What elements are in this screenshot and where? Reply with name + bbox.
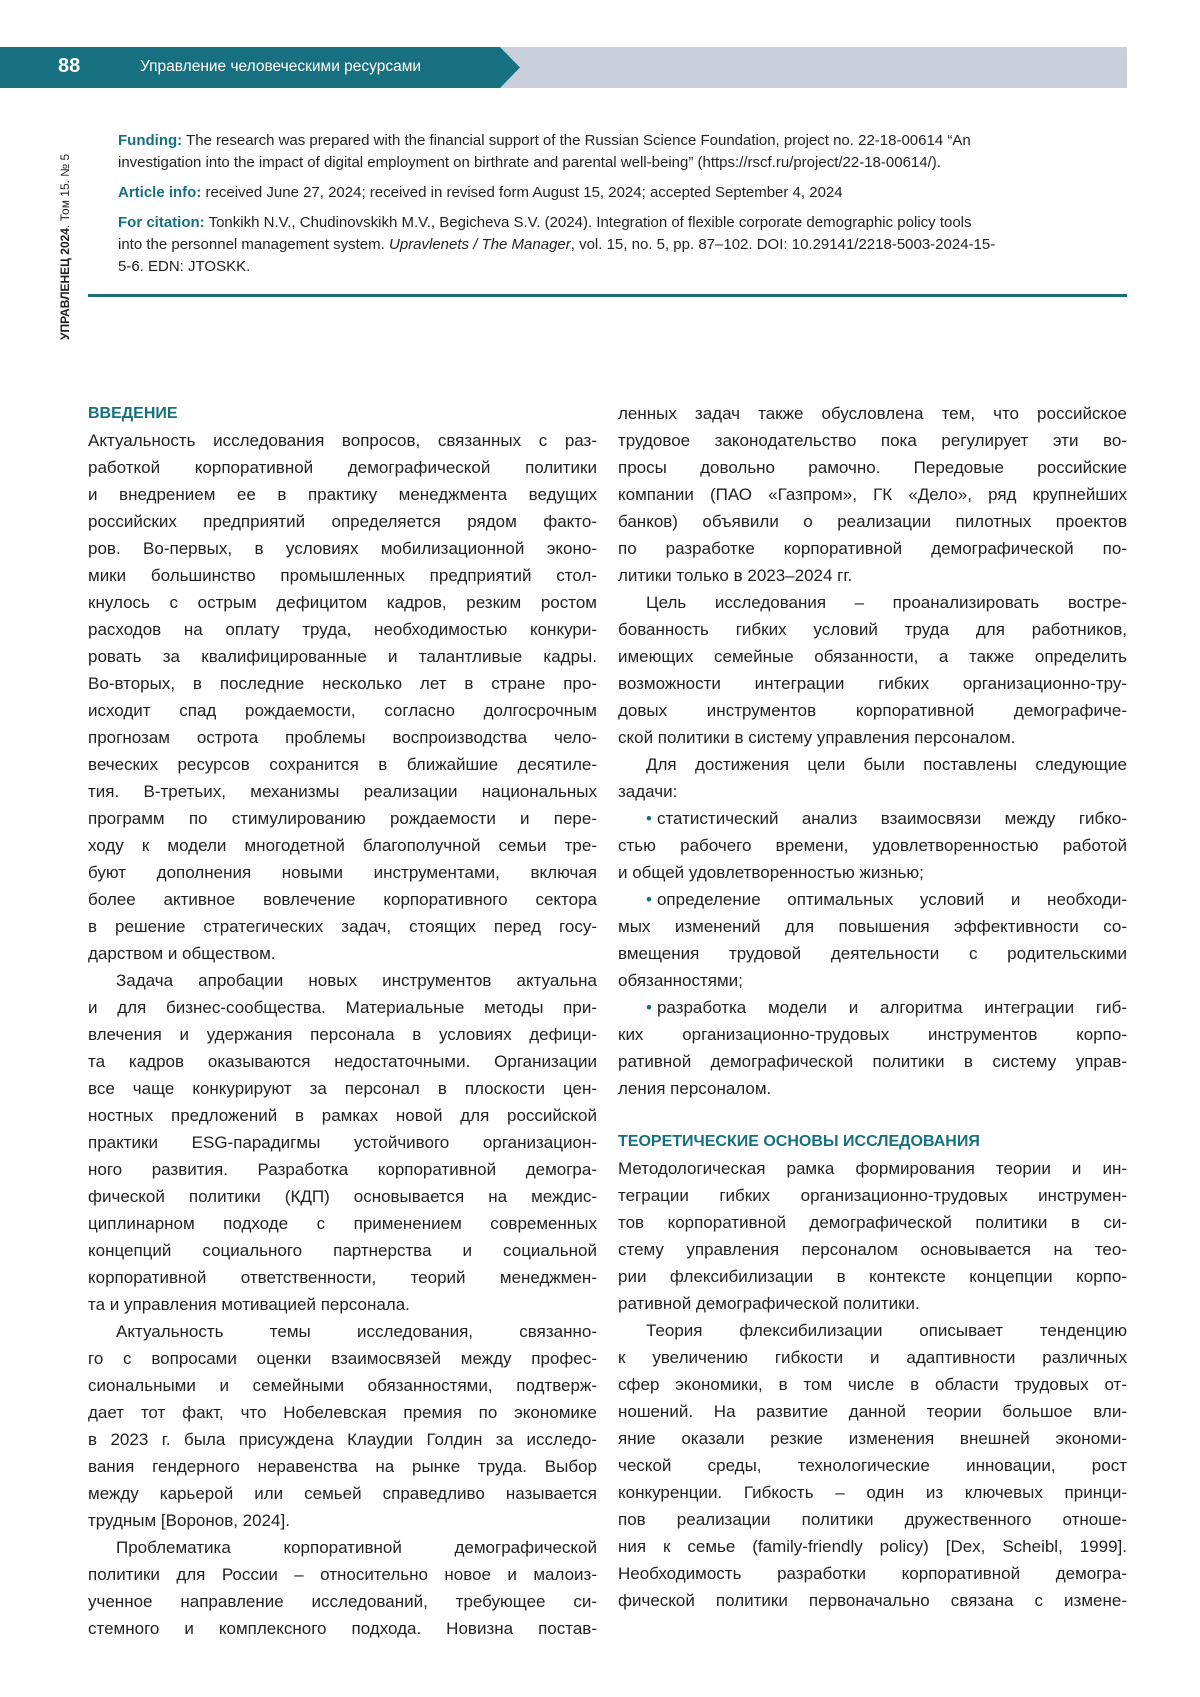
- bullet-item: [618, 886, 1127, 994]
- text-line: тия. В-третьих, механизмы реализации национальных: [88, 778, 597, 805]
- text-line: дает тот факт, что Нобелевская премия по экономике: [88, 1399, 597, 1426]
- text-line: вания гендерного неравенства на рынке труда. Выбор: [88, 1453, 597, 1480]
- journal-side-label: [58, 115, 72, 340]
- journal-issue: . Том 15. № 5: [58, 154, 72, 228]
- text-line: Теория флексибилизации описывает тенденцию: [618, 1317, 1127, 1344]
- paragraph: [618, 400, 1127, 589]
- bullet-icon: •: [646, 890, 652, 909]
- text-line: Актуальность исследования вопросов, связанных с раз-: [88, 427, 597, 454]
- text-line: пов реализации политики дружественного отноше-: [618, 1506, 1127, 1533]
- text-line: имеющих семейные обязанности, а также определить: [618, 643, 1127, 670]
- bullet-text: определение оптимальных условий и необходи-: [657, 890, 1127, 909]
- text-line: стемного и комплексного подхода. Новизна постав-: [88, 1615, 597, 1642]
- text-line: к увеличению гибкости и адаптивности различных: [618, 1344, 1127, 1371]
- text-line: российских предприятий определяется рядом факто-: [88, 508, 597, 535]
- text-line: бованность гибких условий труда для работников,: [618, 616, 1127, 643]
- funding-text: The research was prepared with the financial support of the Russian Science Foundation, project no. 22-18-00614 “An: [186, 132, 971, 149]
- text-line: работкой корпоративной демографической политики: [88, 454, 597, 481]
- text-line: ученное направление исследований, требующее си-: [88, 1588, 597, 1615]
- text-line: Для достижения цели были поставлены следующие: [618, 751, 1127, 778]
- text-line: рии флексибилизации в контексте концепции корпо-: [618, 1263, 1127, 1290]
- spacer: [618, 1102, 1127, 1128]
- text-line: мых изменений для повышения эффективности со-: [618, 913, 1127, 940]
- text-line: Во-вторых, в последние несколько лет в стране про-: [88, 670, 597, 697]
- text-line: Проблематика корпоративной демографической: [88, 1534, 597, 1561]
- paragraph: [88, 1534, 597, 1642]
- text-line: вмещения трудовой деятельности с родительскими: [618, 940, 1127, 967]
- text-line: и внедрением ее в практику менеджмента ведущих: [88, 481, 597, 508]
- text-line: исходит спад рождаемости, согласно долгосрочным: [88, 697, 597, 724]
- text-line: Методологическая рамка формирования теории и ин-: [618, 1155, 1127, 1182]
- text-line: расходов на оплату труда, необходимостью конкури-: [88, 616, 597, 643]
- journal-year: УПРАВЛЕНЕЦ 2024: [58, 228, 72, 340]
- text-line: возможности интеграции гибких организационно-тру-: [618, 670, 1127, 697]
- text-line: [618, 805, 1127, 832]
- page-number: 88: [58, 55, 80, 78]
- text-line: ративной демографической политики.: [618, 1290, 1127, 1317]
- text-line: ностных предложений в рамках новой для российской: [88, 1102, 597, 1129]
- text-line: в 2023 г. была присуждена Клаудии Голдин за исследо-: [88, 1426, 597, 1453]
- text-line: практики ESG-парадигмы устойчивого организацион-: [88, 1129, 597, 1156]
- text-line: ного развития. Разработка корпоративной демогра-: [88, 1156, 597, 1183]
- text-line: фической политики (КДП) основывается на междис-: [88, 1183, 597, 1210]
- text-line: Задача апробации новых инструментов актуальна: [88, 967, 597, 994]
- text-line: ких организационно-трудовых инструментов корпо-: [618, 1021, 1127, 1048]
- text-line: трудовое законодательство пока регулирует эти во-: [618, 427, 1127, 454]
- text-line: по разработке корпоративной демографической по-: [618, 535, 1127, 562]
- bullet-icon: •: [646, 998, 652, 1017]
- text-line: литики только в 2023–2024 гг.: [618, 562, 1127, 589]
- text-line: ровать за квалифицированные и талантливые кадры.: [88, 643, 597, 670]
- text-line: фической политики первоначально связана с измене-: [618, 1587, 1127, 1614]
- text-line: политики для России – относительно новое и малоиз-: [88, 1561, 597, 1588]
- text-line: Актуальность темы исследования, связанно-: [88, 1318, 597, 1345]
- journal-name: Upravlenets / The Manager: [389, 236, 571, 253]
- text-line: ративной демографической политики в систему управ-: [618, 1048, 1127, 1075]
- text-line: влечения и удержания персонала в условиях дефици-: [88, 1021, 597, 1048]
- text-line: буют дополнения новыми инструментами, включая: [88, 859, 597, 886]
- text-line: сиональными и семейными обязанностями, подтверж-: [88, 1372, 597, 1399]
- header-band: [480, 47, 1127, 88]
- text-line: ходу к модели многодетной благополучной семьи тре-: [88, 832, 597, 859]
- right-column: [618, 400, 1127, 1614]
- text-line: теграции гибких организационно-трудовых инструмен-: [618, 1182, 1127, 1209]
- text-line: ческой среды, технологические инновации, рост: [618, 1452, 1127, 1479]
- paragraph: [618, 1317, 1127, 1614]
- text-line: го с вопросами оценки взаимосвязей между профес-: [88, 1345, 597, 1372]
- text-line: мики большинство промышленных предприятий стол-: [88, 562, 597, 589]
- bullet-item: [618, 994, 1127, 1102]
- text-line: стью рабочего времени, удовлетворенностью работой: [618, 832, 1127, 859]
- text-line: ношений. На развитие данной теории большое вли-: [618, 1398, 1127, 1425]
- text-line: стему управления персоналом основывается на тео-: [618, 1236, 1127, 1263]
- paragraph: [618, 1155, 1127, 1317]
- text-line: тов корпоративной демографической политики в си-: [618, 1209, 1127, 1236]
- paragraph: [88, 427, 597, 967]
- citation-label: For citation:: [118, 214, 205, 231]
- funding-text: investigation into the impact of digital employment on birthrate and parental well-being” (https://rscf.ru/project/22-18-00614/).: [118, 152, 1118, 174]
- section-heading: ВВЕДЕНИЕ: [88, 400, 597, 427]
- funding-label: Funding:: [118, 132, 182, 149]
- text-line: задачи:: [618, 778, 1127, 805]
- text-line: компании (ПАО «Газпром», ГК «Дело», ряд крупнейших: [618, 481, 1127, 508]
- text-line: банков) объявили о реализации пилотных проектов: [618, 508, 1127, 535]
- paragraph: [618, 589, 1127, 751]
- citation-text: 5-6. EDN: JTOSKK.: [118, 256, 1118, 278]
- text-line: и для бизнес-сообщества. Материальные методы при-: [88, 994, 597, 1021]
- text-line: в решение стратегических задач, стоящих перед госу-: [88, 913, 597, 940]
- text-line: циплинарном подходе с применением современных: [88, 1210, 597, 1237]
- section-title: Управление человеческими ресурсами: [140, 58, 421, 76]
- text-line: трудным [Воронов, 2024].: [88, 1507, 597, 1534]
- citation-text: Tonkikh N.V., Chudinovskikh M.V., Begicheva S.V. (2024). Integration of flexible corporate demographic policy tools: [209, 214, 972, 231]
- text-line: ленных задач также обусловлена тем, что российское: [618, 400, 1127, 427]
- text-line: прогнозам острота проблемы воспроизводства чело-: [88, 724, 597, 751]
- text-line: та кадров оказываются недостаточными. Организации: [88, 1048, 597, 1075]
- text-line: Необходимость разработки корпоративной демогра-: [618, 1560, 1127, 1587]
- left-column: [88, 400, 597, 1642]
- text-line: все чаще конкурируют за персонал в плоскости цен-: [88, 1075, 597, 1102]
- paragraph: [88, 1318, 597, 1534]
- article-meta: [118, 130, 1118, 286]
- text-line: сфер экономики, в том числе в области трудовых от-: [618, 1371, 1127, 1398]
- section-heading: ТЕОРЕТИЧЕСКИЕ ОСНОВЫ ИССЛЕДОВАНИЯ: [618, 1128, 1127, 1155]
- text-line: та и управления мотивацией персонала.: [88, 1291, 597, 1318]
- bullet-text: разработка модели и алгоритма интеграции гиб-: [657, 998, 1127, 1017]
- paragraph: [88, 967, 597, 1318]
- article-info-label: Article info:: [118, 184, 201, 201]
- text-line: между карьерой или семьей справедливо называется: [88, 1480, 597, 1507]
- text-line: довых инструментов корпоративной демографиче-: [618, 697, 1127, 724]
- citation-text: , vol. 15, no. 5, pp. 87–102. DOI: 10.29141/2218-5003-2024-15-: [571, 236, 995, 253]
- text-line: ской политики в систему управления персоналом.: [618, 724, 1127, 751]
- citation-text: into the personnel management system.: [118, 236, 389, 253]
- article-info: [118, 182, 1118, 204]
- article-info-text: received June 27, 2024; received in revised form August 15, 2024; accepted September 4, 2024: [206, 184, 843, 201]
- text-line: Цель исследования – проанализировать востре-: [618, 589, 1127, 616]
- bullet-text: статистический анализ взаимосвязи между гибко-: [657, 809, 1127, 828]
- text-line: ров. Во-первых, в условиях мобилизационной эконо-: [88, 535, 597, 562]
- funding: [118, 130, 1118, 174]
- paragraph: [618, 751, 1127, 805]
- text-line: и общей удовлетворенностью жизнью;: [618, 859, 1127, 886]
- text-line: [618, 994, 1127, 1021]
- text-line: яние оказали резкие изменения внешней экономи-: [618, 1425, 1127, 1452]
- text-line: ления персоналом.: [618, 1075, 1127, 1102]
- bullet-item: [618, 805, 1127, 886]
- text-line: обязанностями;: [618, 967, 1127, 994]
- text-line: конкуренции. Гибкость – один из ключевых принци-: [618, 1479, 1127, 1506]
- text-line: просы довольно рамочно. Передовые российские: [618, 454, 1127, 481]
- text-line: дарством и обществом.: [88, 940, 597, 967]
- text-line: корпоративной ответственности, теорий менеджмен-: [88, 1264, 597, 1291]
- bullet-icon: •: [646, 809, 652, 828]
- text-line: кнулось с острым дефицитом кадров, резким ростом: [88, 589, 597, 616]
- text-line: более активное вовлечение корпоративного сектора: [88, 886, 597, 913]
- text-line: [618, 886, 1127, 913]
- text-line: ния к семье (family-friendly policy) [Dex, Scheibl, 1999].: [618, 1533, 1127, 1560]
- text-line: программ по стимулированию рождаемости и пере-: [88, 805, 597, 832]
- text-line: веческих ресурсов сохранится в ближайшие десятиле-: [88, 751, 597, 778]
- citation: [118, 212, 1118, 278]
- divider: [88, 294, 1127, 297]
- text-line: концепций социального партнерства и социальной: [88, 1237, 597, 1264]
